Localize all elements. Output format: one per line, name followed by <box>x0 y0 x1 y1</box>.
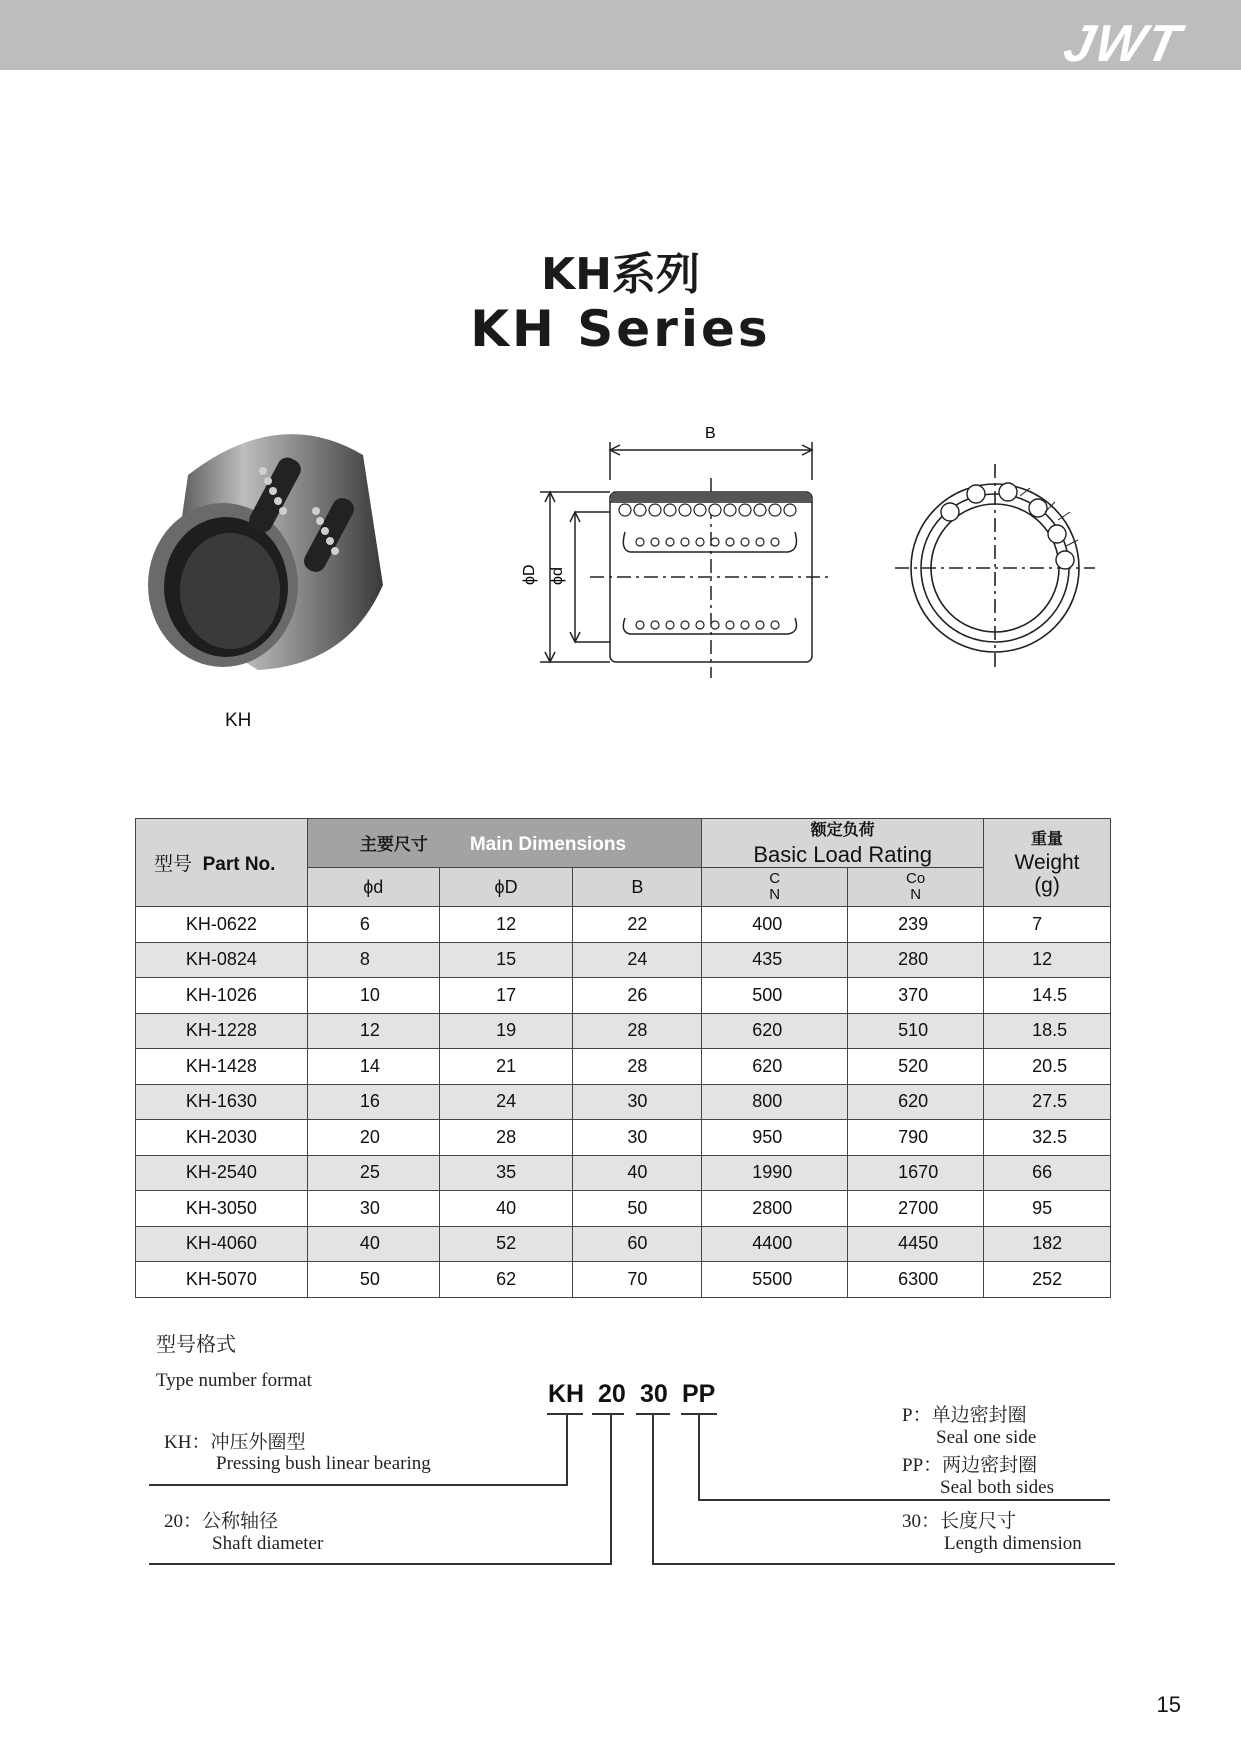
cell-w: 20.5 <box>984 1049 1111 1085</box>
leader-kh-horiz <box>149 1484 568 1486</box>
cell-D: 17 <box>439 978 573 1014</box>
page-number: 15 <box>1156 1692 1181 1717</box>
cell-Co: 2700 <box>848 1191 984 1227</box>
cell-part: KH-2540 <box>136 1155 308 1191</box>
kh-desc-cn: KH：冲压外圈型 <box>164 1432 306 1453</box>
pp-desc-en: Seal both sides <box>940 1477 1054 1498</box>
table-row <box>136 1049 1111 1085</box>
cell-C: 5500 <box>702 1262 848 1298</box>
cell-B: 22 <box>573 907 702 943</box>
pp-desc-cn: PP：两边密封圈 <box>902 1455 1038 1476</box>
p-desc-en: Seal one side <box>936 1427 1037 1448</box>
cell-D: 24 <box>439 1084 573 1120</box>
cell-C: 500 <box>702 978 848 1014</box>
cell-Co: 4450 <box>848 1226 984 1262</box>
code-length: 30 <box>640 1380 668 1408</box>
cell-part: KH-0824 <box>136 942 308 978</box>
cell-d: 16 <box>307 1084 439 1120</box>
header-D: ϕD <box>439 868 573 907</box>
table-row <box>136 1191 1111 1227</box>
cell-B: 28 <box>573 1049 702 1085</box>
cell-B: 24 <box>573 942 702 978</box>
cell-C: 620 <box>702 1049 848 1085</box>
dim-d-label: ϕd <box>549 567 566 585</box>
spec-table <box>135 818 1111 1298</box>
section-drawing <box>520 420 840 680</box>
table-row <box>136 942 1111 978</box>
cell-D: 40 <box>439 1191 573 1227</box>
cell-d: 12 <box>307 1013 439 1049</box>
p-desc-cn: P：单边密封圈 <box>902 1405 1027 1426</box>
cell-d: 8 <box>307 942 439 978</box>
cell-w: 252 <box>984 1262 1111 1298</box>
cell-D: 62 <box>439 1262 573 1298</box>
cell-part: KH-1630 <box>136 1084 308 1120</box>
header-main-dimensions: 主要尺寸 Main Dimensions <box>307 819 701 868</box>
shaft-desc-cn: 20：公称轴径 <box>164 1511 279 1532</box>
code-shaft: 20 <box>598 1380 626 1408</box>
length-desc-en: Length dimension <box>944 1533 1082 1554</box>
leader-seal-horiz <box>698 1499 1110 1501</box>
cell-B: 40 <box>573 1155 702 1191</box>
dim-D-label: ϕD <box>521 564 538 585</box>
dim-B-label: B <box>705 425 716 442</box>
cell-w: 27.5 <box>984 1084 1111 1120</box>
code-kh: KH <box>548 1380 585 1408</box>
cell-w: 95 <box>984 1191 1111 1227</box>
leader-length <box>652 1415 654 1565</box>
cell-Co: 239 <box>848 907 984 943</box>
cell-C: 1990 <box>702 1155 848 1191</box>
underline-kh <box>547 1413 583 1415</box>
header-bar <box>0 0 1241 73</box>
table-row <box>136 978 1111 1014</box>
cell-D: 52 <box>439 1226 573 1262</box>
cell-B: 26 <box>573 978 702 1014</box>
cell-Co: 1670 <box>848 1155 984 1191</box>
cell-part: KH-3050 <box>136 1191 308 1227</box>
cell-d: 25 <box>307 1155 439 1191</box>
cell-w: 32.5 <box>984 1120 1111 1156</box>
cell-w: 7 <box>984 907 1111 943</box>
cell-C: 400 <box>702 907 848 943</box>
cell-C: 435 <box>702 942 848 978</box>
leader-kh <box>566 1415 568 1486</box>
table-row <box>136 1013 1111 1049</box>
code-seal: PP <box>682 1380 716 1408</box>
table-row <box>136 1226 1111 1262</box>
cell-d: 50 <box>307 1262 439 1298</box>
cell-B: 28 <box>573 1013 702 1049</box>
cell-part: KH-1428 <box>136 1049 308 1085</box>
cell-C: 950 <box>702 1120 848 1156</box>
series-title-cn: KH系列 <box>541 249 700 300</box>
cell-Co: 520 <box>848 1049 984 1085</box>
cell-w: 12 <box>984 942 1111 978</box>
cell-B: 50 <box>573 1191 702 1227</box>
format-title-en: Type number format <box>156 1370 312 1391</box>
cell-B: 60 <box>573 1226 702 1262</box>
table-row <box>136 1262 1111 1298</box>
cell-C: 4400 <box>702 1226 848 1262</box>
table-row <box>136 1155 1111 1191</box>
cell-Co: 280 <box>848 942 984 978</box>
header-part-no: 型号 Part No. <box>136 819 308 907</box>
cell-B: 30 <box>573 1084 702 1120</box>
cell-Co: 620 <box>848 1084 984 1120</box>
cell-part: KH-4060 <box>136 1226 308 1262</box>
cell-w: 14.5 <box>984 978 1111 1014</box>
leader-shaft-horiz <box>149 1563 612 1565</box>
cell-B: 70 <box>573 1262 702 1298</box>
cell-part: KH-2030 <box>136 1120 308 1156</box>
cell-C: 2800 <box>702 1191 848 1227</box>
brand-logo: JWT <box>1059 15 1188 73</box>
header-d: ϕd <box>307 868 439 907</box>
table-row <box>136 1084 1111 1120</box>
leader-length-horiz <box>652 1563 1115 1565</box>
cell-d: 6 <box>307 907 439 943</box>
cell-D: 12 <box>439 907 573 943</box>
cell-d: 10 <box>307 978 439 1014</box>
cell-D: 28 <box>439 1120 573 1156</box>
cell-w: 66 <box>984 1155 1111 1191</box>
header-C: C N <box>702 868 848 907</box>
cell-d: 40 <box>307 1226 439 1262</box>
table-row <box>136 1120 1111 1156</box>
cell-C: 620 <box>702 1013 848 1049</box>
underline-shaft <box>592 1413 624 1415</box>
cell-D: 21 <box>439 1049 573 1085</box>
series-title-en: KH Series <box>470 300 771 358</box>
cell-Co: 510 <box>848 1013 984 1049</box>
header-B: B <box>573 868 702 907</box>
format-title-cn: 型号格式 <box>156 1334 236 1356</box>
leader-shaft <box>610 1415 612 1565</box>
header-weight: 重量 Weight (g) <box>984 819 1111 907</box>
kh-desc-en: Pressing bush linear bearing <box>216 1453 431 1474</box>
end-view-drawing <box>890 450 1100 680</box>
length-desc-cn: 30：长度尺寸 <box>902 1511 1017 1532</box>
shaft-desc-en: Shaft diameter <box>212 1533 324 1554</box>
cell-C: 800 <box>702 1084 848 1120</box>
cell-part: KH-1228 <box>136 1013 308 1049</box>
cell-Co: 370 <box>848 978 984 1014</box>
cell-D: 35 <box>439 1155 573 1191</box>
header-load-rating: 额定负荷 Basic Load Rating <box>702 819 984 868</box>
leader-seal <box>698 1415 700 1501</box>
table-row <box>136 907 1111 943</box>
header-Co: Co N <box>848 868 984 907</box>
cell-part: KH-0622 <box>136 907 308 943</box>
cell-B: 30 <box>573 1120 702 1156</box>
cell-w: 182 <box>984 1226 1111 1262</box>
cell-d: 14 <box>307 1049 439 1085</box>
bearing-photo <box>148 415 408 685</box>
cell-d: 20 <box>307 1120 439 1156</box>
cell-w: 18.5 <box>984 1013 1111 1049</box>
photo-label: KH <box>225 710 252 731</box>
cell-part: KH-5070 <box>136 1262 308 1298</box>
cell-part: KH-1026 <box>136 978 308 1014</box>
cell-Co: 6300 <box>848 1262 984 1298</box>
cell-D: 19 <box>439 1013 573 1049</box>
cell-D: 15 <box>439 942 573 978</box>
cell-Co: 790 <box>848 1120 984 1156</box>
cell-d: 30 <box>307 1191 439 1227</box>
